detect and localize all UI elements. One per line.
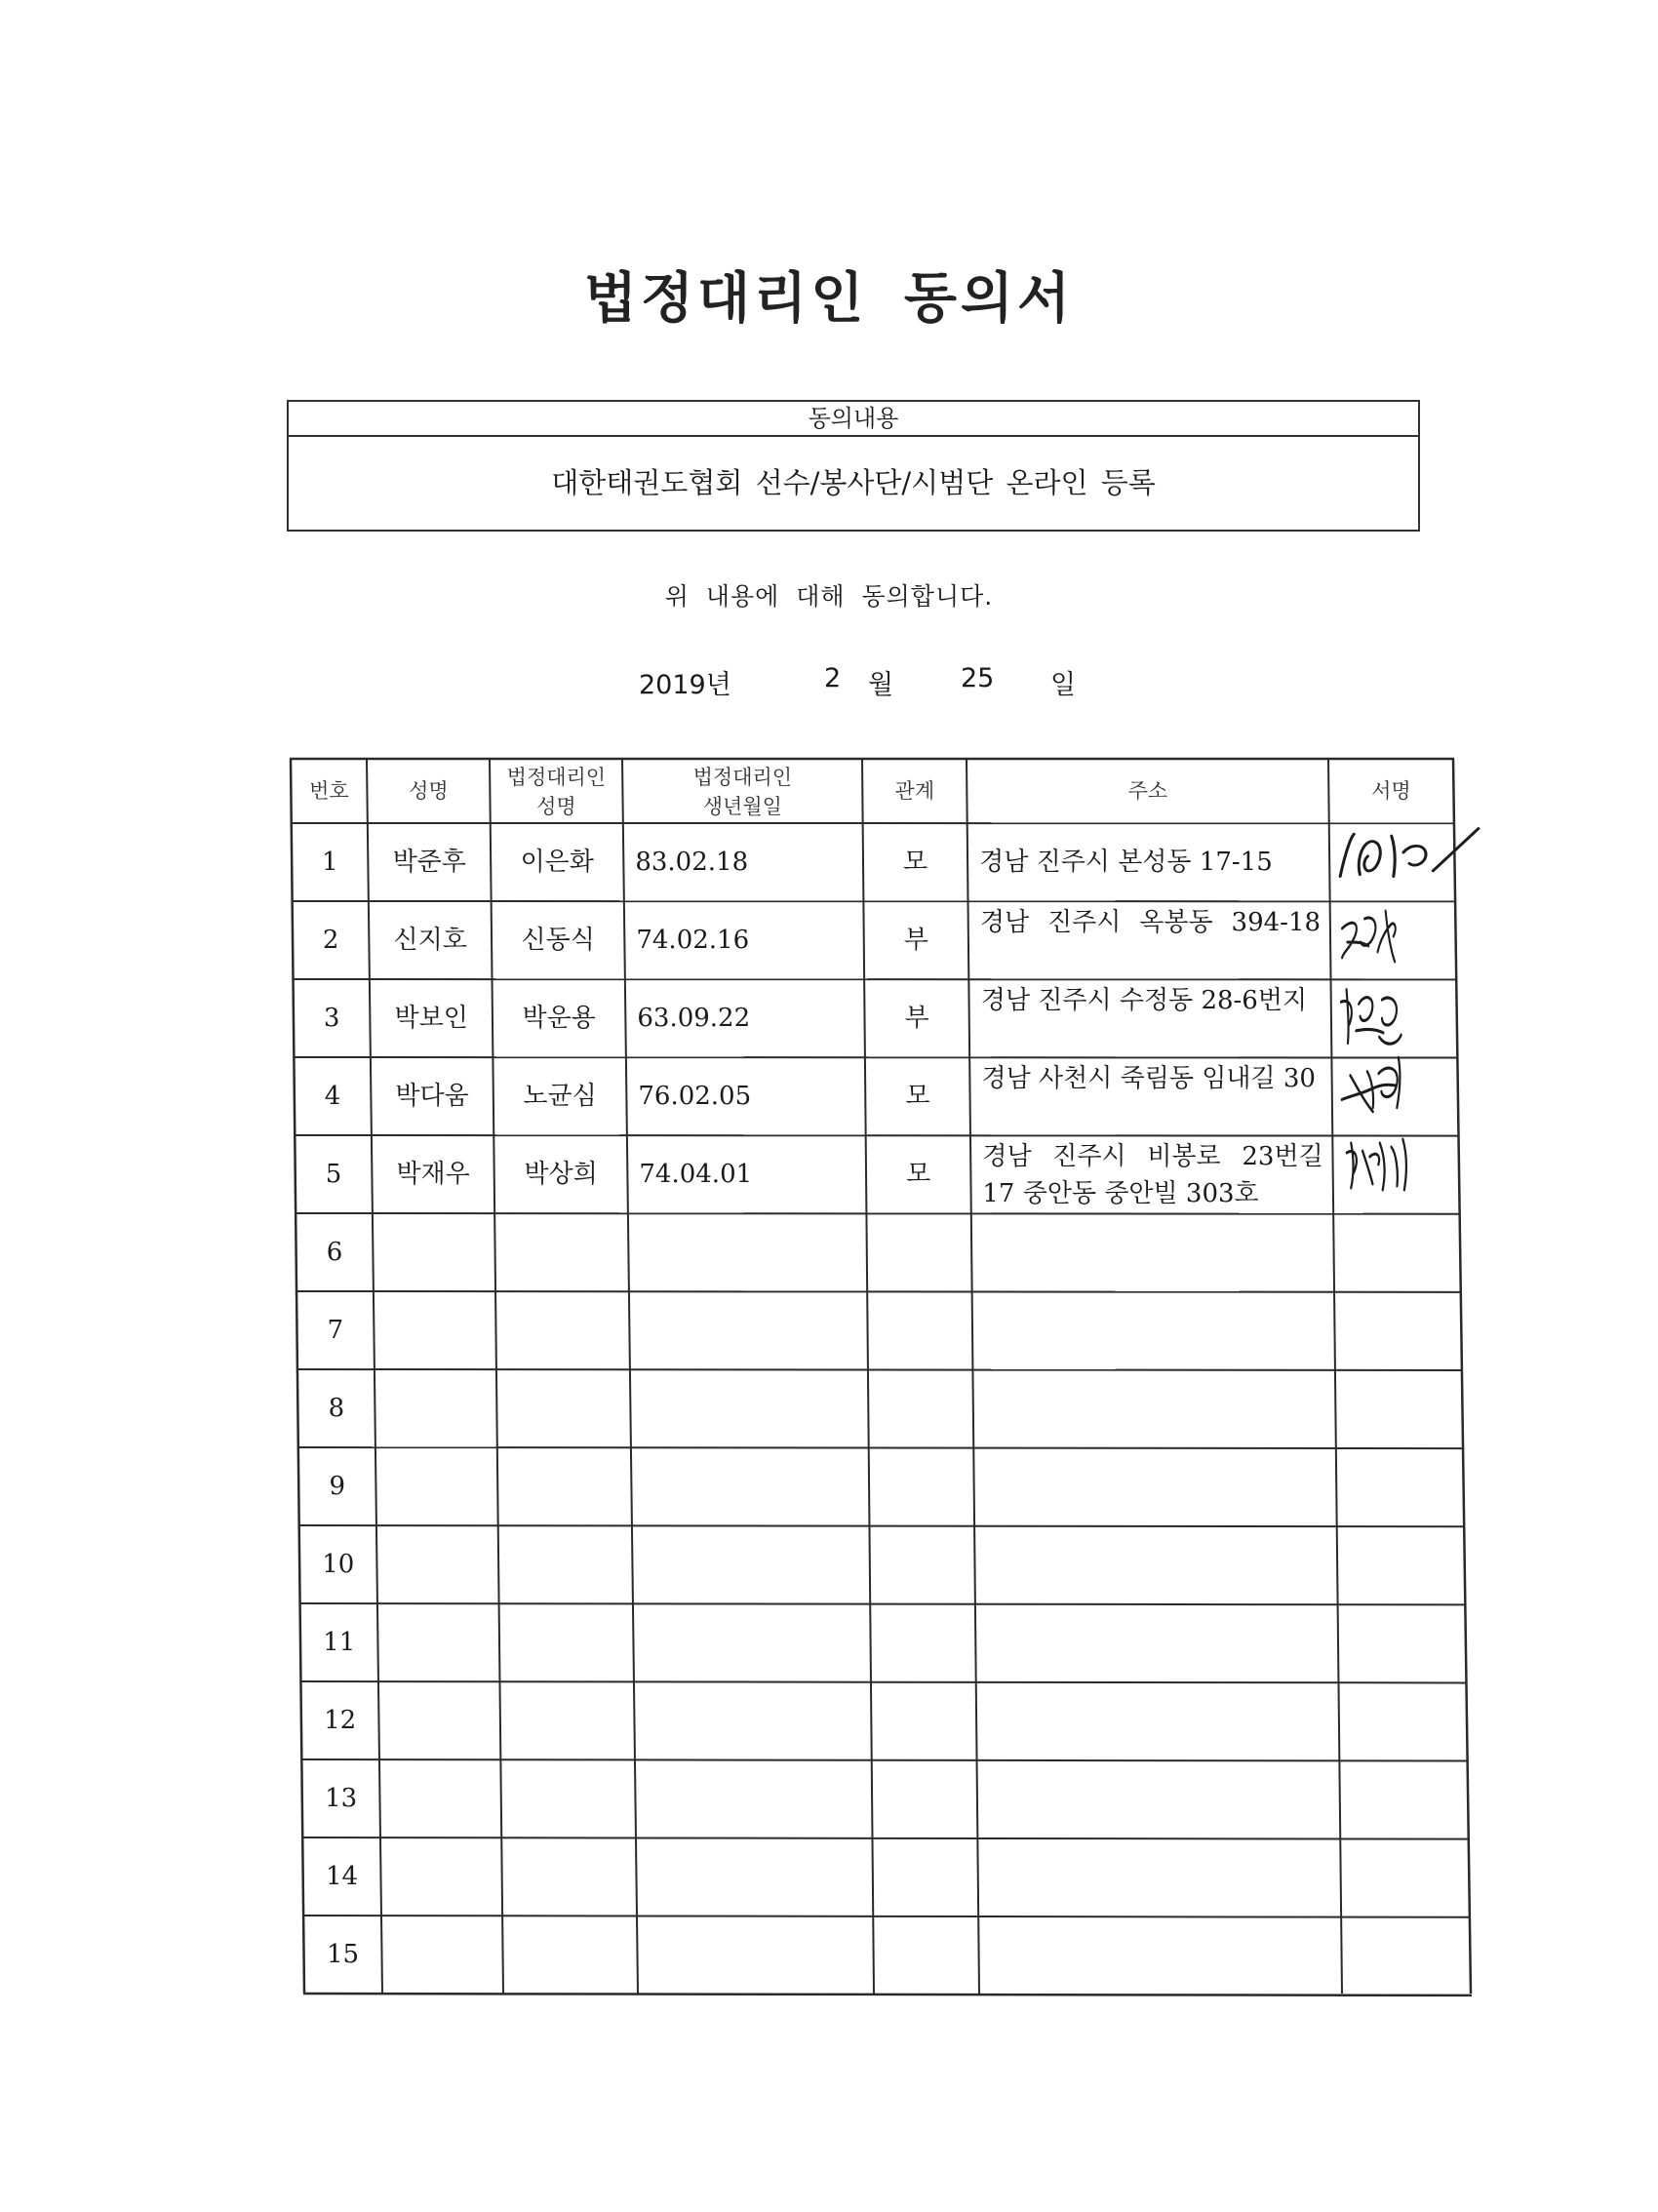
guardian-name xyxy=(501,1603,631,1681)
guardian-birth xyxy=(637,1759,870,1837)
guardian-relation xyxy=(875,1837,976,1916)
guardian-birth xyxy=(635,1603,868,1681)
guardian-relation: 부 xyxy=(904,1004,929,1033)
signature-mark xyxy=(1334,979,1443,1051)
member-name xyxy=(380,1681,497,1759)
guardian-relation: 부 xyxy=(903,926,928,955)
guardian-relation: 모 xyxy=(906,1160,931,1189)
agreement-statement: 위 내용에 대해 동의합니다. xyxy=(664,582,994,611)
guardian-birth xyxy=(633,1447,867,1525)
signature-stroke xyxy=(1340,829,1479,877)
date-year: 2019년 xyxy=(639,670,731,700)
member-name xyxy=(383,1916,500,1994)
member-name: 박다움 xyxy=(395,1082,469,1111)
guardian-name xyxy=(499,1447,629,1525)
guardian-birth: 63.09.22 xyxy=(637,1004,751,1033)
member-name xyxy=(379,1603,497,1681)
guardian-birth xyxy=(632,1369,866,1447)
consent-header: 동의내용 xyxy=(289,402,1418,437)
guardian-birth xyxy=(636,1681,869,1759)
guardian-address: 경남 진주시 비봉로 23번길 17 중안동 중안빌 303호 xyxy=(982,1142,1323,1208)
signature-mark xyxy=(1330,821,1488,886)
member-name: 박재우 xyxy=(396,1160,470,1189)
row-number: 15 xyxy=(326,1940,360,1969)
row-number: 4 xyxy=(324,1082,341,1111)
guardian-relation xyxy=(876,1916,977,1994)
header-guardian-name-line2: 성명 xyxy=(536,795,576,818)
guardian-name xyxy=(503,1759,634,1837)
header-relation: 관계 xyxy=(894,779,935,803)
member-name xyxy=(375,1213,493,1291)
guardian-birth: 83.02.18 xyxy=(635,848,749,877)
date-month: 2 xyxy=(824,663,842,693)
guardian-name xyxy=(497,1291,627,1369)
guardian-address: 경남 사천시 죽림동 임내길 30 xyxy=(981,1064,1316,1093)
header-guardian-name-line1: 법정대리인 xyxy=(506,766,607,789)
row-number: 11 xyxy=(323,1628,356,1657)
row-number: 6 xyxy=(326,1238,343,1267)
row-number: 3 xyxy=(323,1004,340,1033)
guardian-relation xyxy=(870,1291,970,1369)
row-number: 8 xyxy=(328,1394,345,1423)
guardian-birth xyxy=(639,1916,871,1994)
guardian-relation xyxy=(870,1369,971,1447)
guardian-birth: 74.04.01 xyxy=(639,1160,753,1189)
row-number: 14 xyxy=(326,1862,359,1891)
signature-mark xyxy=(1334,903,1440,971)
guardian-relation: 모 xyxy=(902,848,928,877)
row-number: 2 xyxy=(322,926,339,955)
guardian-birth xyxy=(631,1291,865,1369)
guardian-name xyxy=(505,1916,636,1994)
date-month-unit: 월 xyxy=(868,670,894,700)
member-name: 신지호 xyxy=(393,926,467,955)
row-number: 7 xyxy=(327,1316,344,1345)
guardian-relation xyxy=(871,1447,972,1525)
table-rule xyxy=(1453,759,1471,1994)
signature-stroke xyxy=(1347,1139,1406,1190)
guardian-address: 경남 진주시 수정동 28-6번지 xyxy=(980,986,1308,1015)
header-name: 성명 xyxy=(409,779,449,803)
consent-text: 대한태권도협회 선수/봉사단/시범단 온라인 등록 xyxy=(551,466,1156,499)
guardian-birth xyxy=(630,1213,864,1291)
guardian-name xyxy=(502,1681,633,1759)
guardian-relation xyxy=(869,1213,969,1291)
guardian-name xyxy=(498,1369,628,1447)
member-name xyxy=(375,1291,493,1369)
signature-mark xyxy=(1338,1129,1453,1198)
member-name xyxy=(376,1369,494,1447)
guardian-relation xyxy=(872,1525,973,1603)
date-day: 25 xyxy=(961,663,995,693)
guardian-name xyxy=(504,1837,635,1916)
member-name xyxy=(378,1525,496,1603)
row-number: 13 xyxy=(325,1784,358,1813)
row-number: 9 xyxy=(329,1472,346,1501)
header-guardian-name xyxy=(492,759,620,823)
guardian-address: 경남 진주시 옥봉동 394-18 xyxy=(979,908,1322,937)
guardian-relation xyxy=(873,1681,974,1759)
date-day-unit: 일 xyxy=(1050,670,1077,700)
signature-stroke xyxy=(1341,990,1401,1045)
member-name: 박보인 xyxy=(394,1004,468,1033)
row-number: 1 xyxy=(321,848,338,877)
signature-stroke xyxy=(1342,911,1396,962)
guardian-relation xyxy=(874,1759,975,1837)
member-name xyxy=(377,1447,495,1525)
signature-stroke xyxy=(1342,1057,1401,1112)
header-guardian-birth xyxy=(624,759,860,823)
member-name xyxy=(382,1837,499,1916)
table-rule xyxy=(303,1994,1472,1995)
guardian-name xyxy=(500,1525,630,1603)
guardian-name: 박상희 xyxy=(524,1160,598,1189)
member-name: 박준후 xyxy=(392,848,466,877)
guardian-name xyxy=(497,1213,627,1291)
header-signature: 서명 xyxy=(1371,779,1411,803)
guardian-birth: 76.02.05 xyxy=(638,1082,752,1111)
guardian-birth: 74.02.16 xyxy=(636,926,750,955)
row-number: 5 xyxy=(325,1160,342,1189)
header-address: 주소 xyxy=(1127,779,1168,803)
signature-mark xyxy=(1336,1049,1449,1120)
guardian-address: 경남 진주시 본성동 17-15 xyxy=(979,848,1273,877)
guardian-birth xyxy=(634,1525,867,1603)
header-guardian-birth-line2: 생년월일 xyxy=(702,795,782,818)
header-no: 번호 xyxy=(309,779,349,803)
guardian-birth xyxy=(638,1837,870,1916)
guardian-name: 박운용 xyxy=(522,1004,596,1033)
row-number: 10 xyxy=(322,1550,355,1579)
header-guardian-birth-line1: 법정대리인 xyxy=(692,766,793,789)
document-title: 법정대리인 동의서 xyxy=(583,267,1075,331)
guardian-name: 이은화 xyxy=(520,848,594,877)
guardian-name: 노균심 xyxy=(523,1082,597,1111)
guardian-name: 신동식 xyxy=(521,926,595,955)
row-number: 12 xyxy=(324,1706,357,1735)
member-name xyxy=(381,1759,498,1837)
guardian-relation xyxy=(873,1603,974,1681)
guardian-relation: 모 xyxy=(905,1082,930,1111)
